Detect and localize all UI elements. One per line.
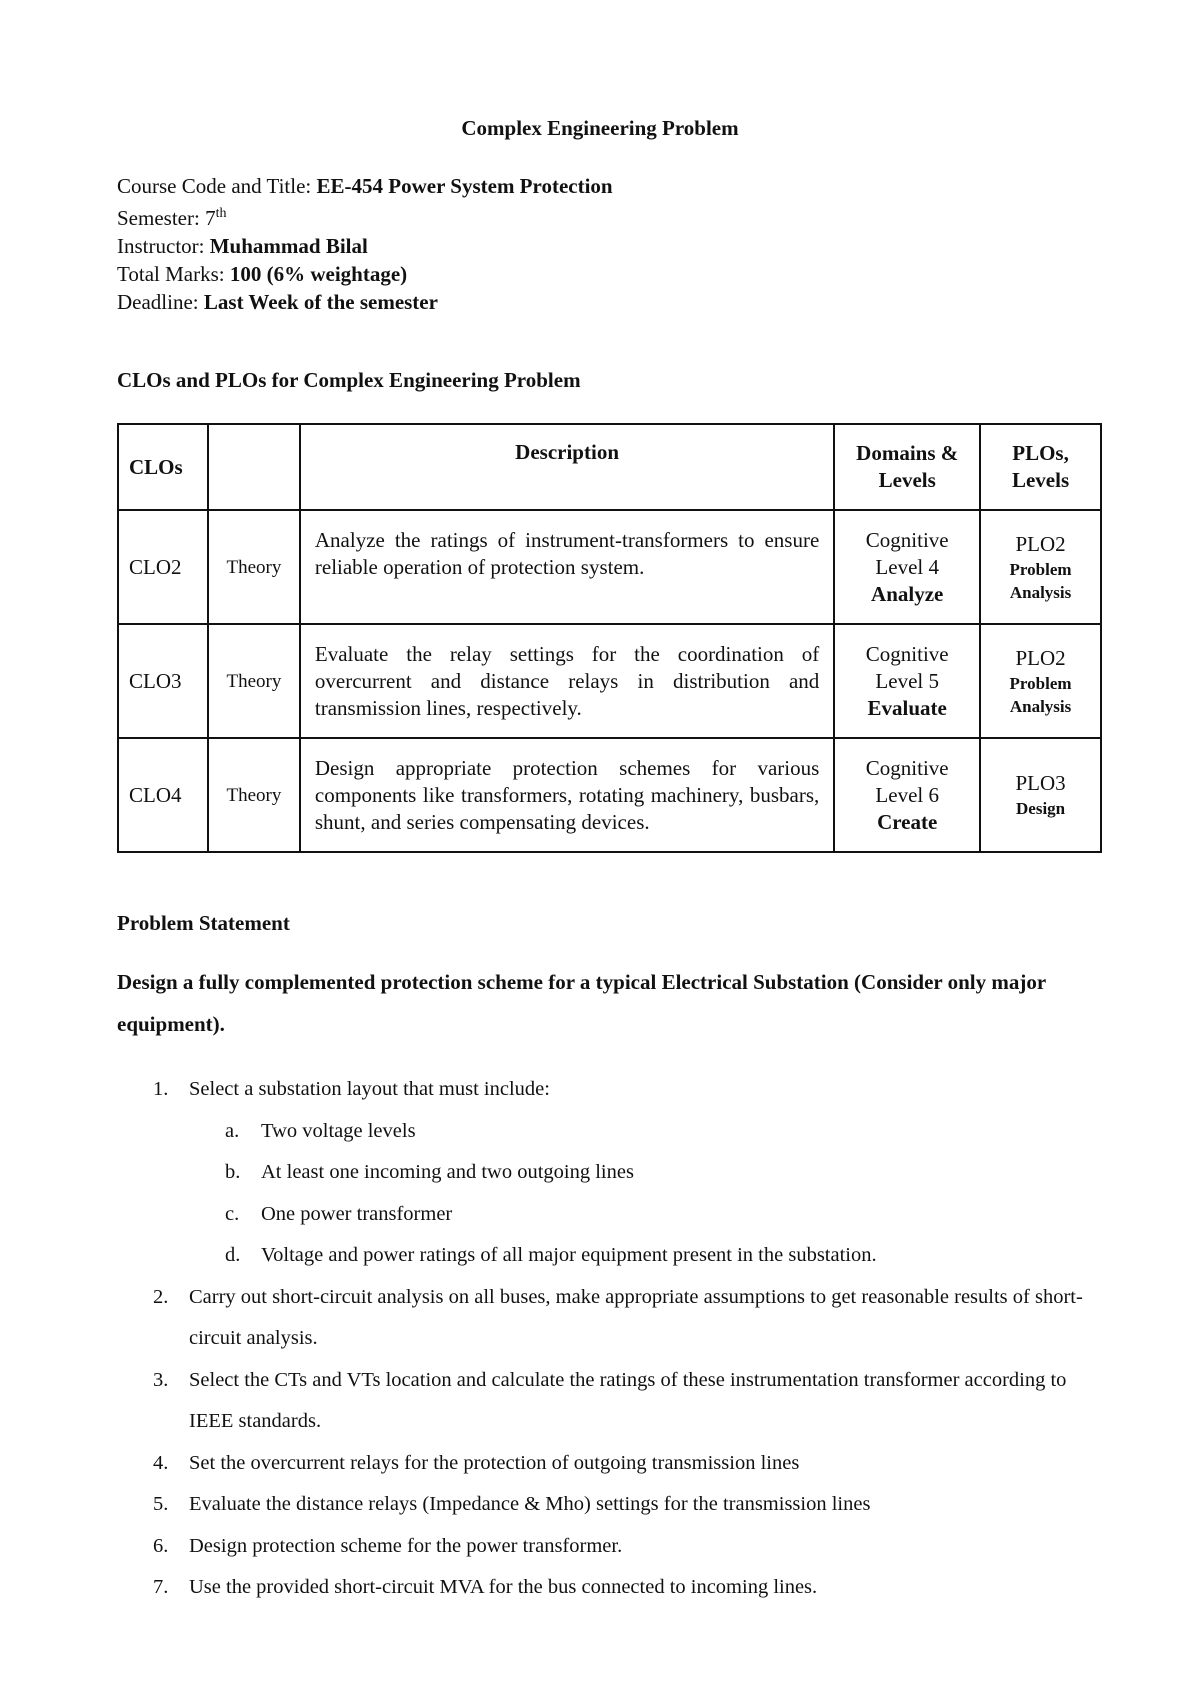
- plo-cell: [980, 738, 1101, 852]
- subtask-letter: c.: [225, 1202, 240, 1225]
- task-text: Design protection scheme for the power transformer.: [189, 1534, 623, 1557]
- course-label: Course Code and Title:: [117, 174, 317, 198]
- header-domains-line2: Levels: [878, 468, 936, 492]
- description-cell: Evaluate the relay settings for the coordination of overcurrent and distance relays in distribution and transmission lines, respectively.: [300, 624, 834, 738]
- problem-statement: Design a fully complemented protection scheme for a typical Electrical Substation (Consider only major equipment).: [117, 970, 1046, 1036]
- marks-row: [117, 260, 613, 288]
- deadline-row: [117, 288, 613, 316]
- clo-cell: CLO2: [118, 510, 208, 624]
- domain-text: Cognitive: [865, 527, 949, 552]
- table-row: [118, 624, 1101, 738]
- verb-text: Evaluate: [867, 695, 947, 720]
- level-text: Level 6: [875, 782, 939, 807]
- task-list: [117, 1069, 1092, 1609]
- marks-value: 100 (6% weightage): [229, 262, 408, 286]
- header-description: Description: [300, 424, 834, 510]
- plo-cell: [980, 624, 1101, 738]
- plo-name-1: Problem: [1009, 559, 1072, 579]
- task-number: 2.: [153, 1285, 169, 1308]
- course-value: EE-454 Power System Protection: [316, 174, 613, 198]
- marks-label: Total Marks:: [117, 262, 230, 286]
- list-item: [117, 1277, 1092, 1360]
- type-cell: Theory: [208, 510, 300, 624]
- description-cell: Design appropriate protection schemes for various components like transformers, rotating machinery, busbars, shunt, and series compensating devices.: [300, 738, 834, 852]
- header-blank: [208, 424, 300, 510]
- header-domains-line1: Domains &: [856, 441, 959, 465]
- semester-label: Semester:: [117, 206, 206, 230]
- level-text: Level 4: [875, 554, 939, 579]
- description-cell: Analyze the ratings of instrument-transformers to ensure reliable operation of protection system.: [300, 510, 834, 624]
- task-text: Select the CTs and VTs location and calculate the ratings of these instrumentation transformer according to IEEE standards.: [189, 1368, 1067, 1432]
- semester-value: 7: [205, 206, 216, 230]
- plo-cell: [980, 510, 1101, 624]
- domain-text: Cognitive: [865, 755, 949, 780]
- subtask-text: Two voltage levels: [261, 1119, 416, 1142]
- list-item: [117, 1484, 1092, 1526]
- plo-text: PLO3: [1015, 771, 1066, 795]
- table-row: [118, 738, 1101, 852]
- semester-sup: th: [215, 206, 227, 221]
- plo-text: PLO2: [1015, 531, 1066, 556]
- clo-heading: CLOs and PLOs for Complex Engineering Problem: [117, 368, 581, 392]
- list-item: [117, 1360, 1092, 1443]
- course-info: [117, 172, 613, 316]
- domain-text: Cognitive: [865, 641, 949, 666]
- task-number: 1.: [153, 1078, 169, 1100]
- table-row: [118, 510, 1101, 624]
- task-number: 6.: [153, 1534, 169, 1557]
- list-item: [117, 1567, 1092, 1609]
- clo-cell: CLO4: [118, 738, 208, 852]
- task-text: Carry out short-circuit analysis on all buses, make appropriate assumptions to get reasonable results of short-circuit analysis.: [189, 1285, 1083, 1349]
- deadline-value: Last Week of the semester: [203, 290, 438, 314]
- header-plos-line1: PLOs,: [1012, 441, 1069, 465]
- instructor-label: Instructor:: [117, 234, 210, 258]
- domain-cell: [834, 624, 980, 738]
- list-item: [189, 1111, 1092, 1153]
- verb-text: Analyze: [871, 581, 944, 606]
- plo-name-1: Problem: [1009, 673, 1072, 693]
- subtask-letter: b.: [225, 1161, 241, 1183]
- level-text: Level 5: [875, 668, 939, 693]
- problem-heading: Problem Statement: [117, 911, 290, 935]
- task-text: Use the provided short-circuit MVA for the bus connected to incoming lines.: [189, 1576, 818, 1598]
- task-number: 4.: [153, 1451, 169, 1474]
- domain-cell: [834, 738, 980, 852]
- subtask-letter: a.: [225, 1119, 240, 1142]
- type-cell: Theory: [208, 738, 300, 852]
- subtask-text: Voltage and power ratings of all major equipment present in the substation.: [261, 1244, 877, 1266]
- task-text: Evaluate the distance relays (Impedance & Mho) settings for the transmission lines: [189, 1493, 871, 1515]
- subtask-text: One power transformer: [261, 1202, 453, 1225]
- list-item: [117, 1526, 1092, 1568]
- header-clos: CLOs: [118, 424, 208, 510]
- subtask-text: At least one incoming and two outgoing lines: [261, 1161, 634, 1183]
- header-domains: [834, 424, 980, 510]
- task-number: 5.: [153, 1493, 169, 1515]
- subtask-letter: d.: [225, 1244, 241, 1266]
- task-text: Select a substation layout that must include:: [189, 1078, 550, 1100]
- list-item: [189, 1194, 1092, 1236]
- deadline-label: Deadline:: [117, 290, 204, 314]
- instructor-row: [117, 232, 613, 260]
- header-plos-line2: Levels: [1011, 468, 1070, 492]
- subtask-list: [189, 1111, 1092, 1277]
- task-text: Set the overcurrent relays for the protection of outgoing transmission lines: [189, 1451, 800, 1474]
- plo-name-2: Analysis: [1009, 582, 1072, 602]
- document-title: Complex Engineering Problem: [461, 116, 739, 140]
- list-item: [189, 1152, 1092, 1194]
- plo-text: PLO2: [1015, 645, 1066, 670]
- plo-name-2: Analysis: [1009, 696, 1072, 716]
- task-number: 3.: [153, 1368, 169, 1391]
- domain-cell: [834, 510, 980, 624]
- course-row: [117, 172, 613, 200]
- table-header-row: [118, 424, 1101, 510]
- plo-name-1: Design: [1016, 799, 1066, 818]
- clo-table: [117, 423, 1102, 853]
- verb-text: Create: [877, 809, 938, 834]
- task-number: 7.: [153, 1576, 169, 1598]
- semester-row: [117, 200, 613, 232]
- header-plos: [980, 424, 1101, 510]
- type-cell: Theory: [208, 624, 300, 738]
- instructor-value: Muhammad Bilal: [209, 234, 368, 258]
- list-item: [189, 1235, 1092, 1277]
- clo-cell: CLO3: [118, 624, 208, 738]
- list-item: [117, 1443, 1092, 1485]
- list-item: [117, 1069, 1092, 1277]
